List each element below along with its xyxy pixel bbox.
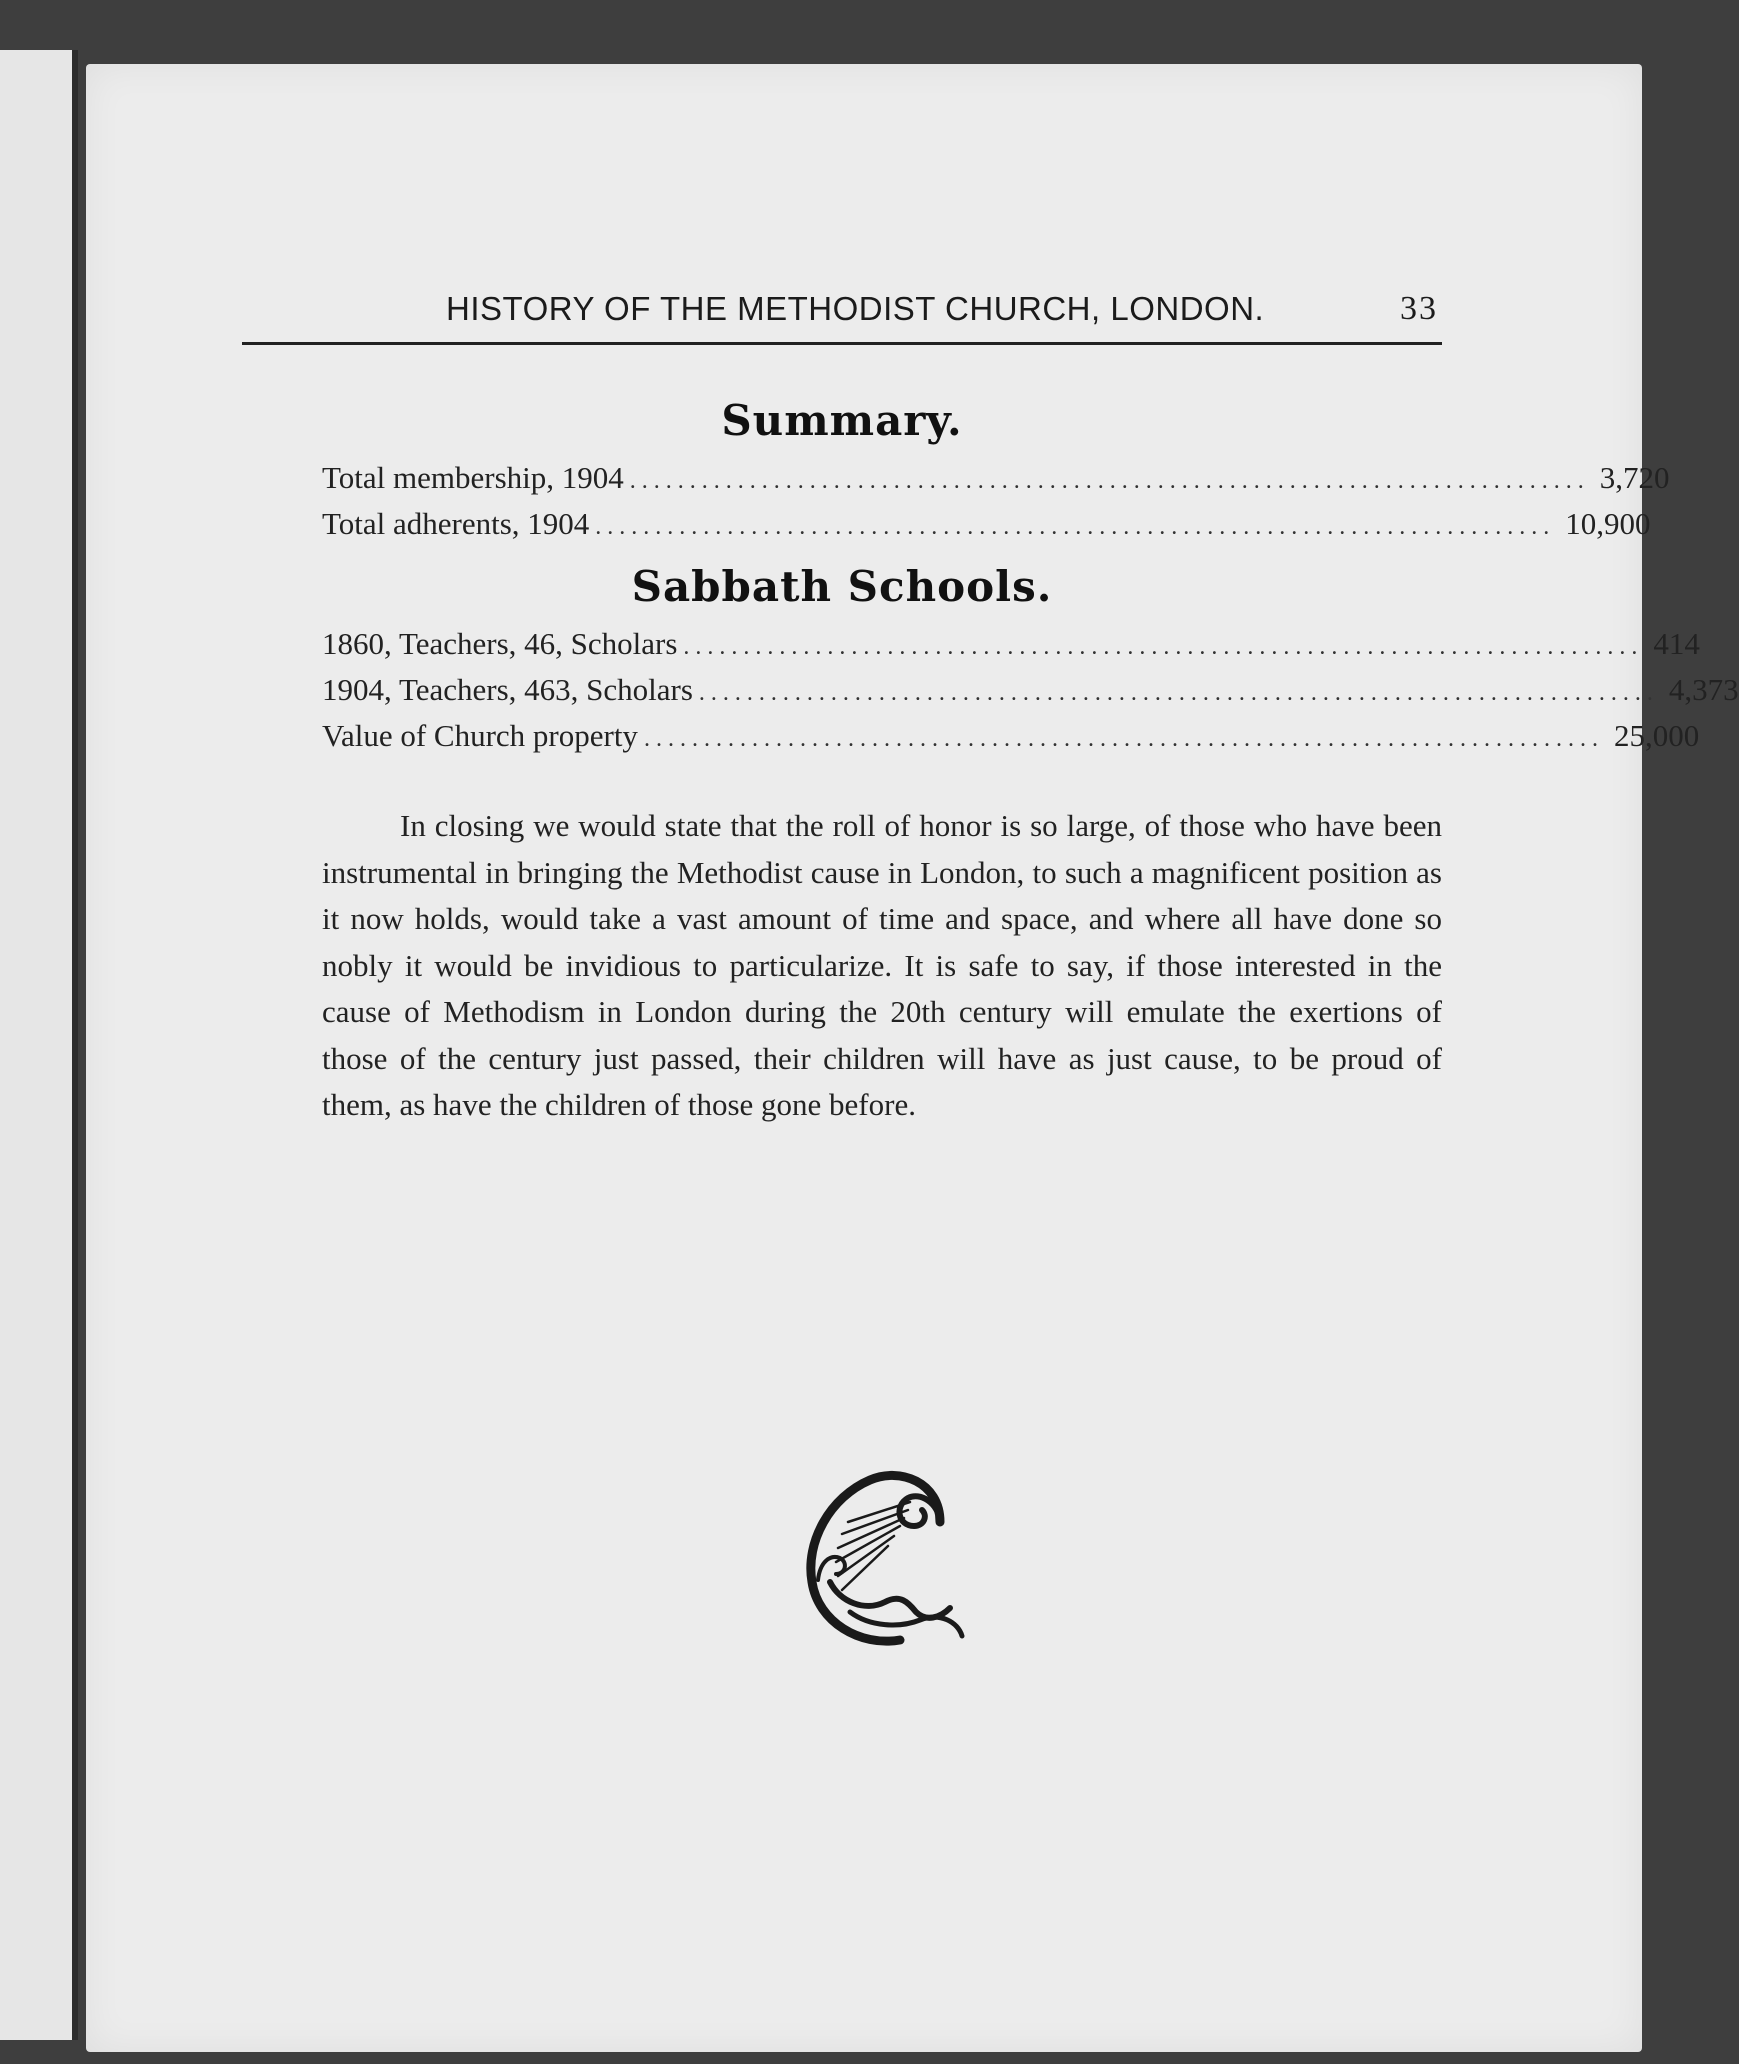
dot-leader: ................................................................................ [629,468,1590,494]
row-value: 10,900 [1565,506,1651,541]
row-value: 414 [1653,626,1700,661]
header-rule [242,342,1442,345]
schools-row-1904 [322,672,1739,716]
summary-row-membership [322,460,1670,504]
facing-page-edge [0,50,78,2040]
schools-row-1860 [322,626,1700,670]
summary-heading: Summary. [721,396,963,445]
running-title: HISTORY OF THE METHODIST CHURCH, LONDON. [446,290,1265,327]
row-label: Value of Church property [322,718,638,753]
row-label: Total adherents, 1904 [322,506,590,541]
dot-leader: ................................................................................ [683,634,1644,660]
page-header [242,232,1448,342]
wave-scroll-ornament-icon [790,1462,970,1652]
schools-row-property [322,718,1700,762]
row-label: 1904, Teachers, 463, Scholars [322,672,693,707]
row-value: 25,000 [1613,718,1700,753]
dot-leader: ................................................................................ [698,680,1659,706]
page-number: 33 [1400,290,1438,327]
row-label: 1860, Teachers, 46, Scholars [322,626,678,661]
row-value: 4,373 [1668,672,1739,707]
closing-paragraph: In closing we would state that the roll of honor is so large, of those who have been instrumental in bringing the Methodist cause in London, to such a magnificent position as it now holds, would take a vast amount of time and space, and where all have done so nobly it would be invidious to particularize. It is safe to say, if those interested in the cause of Methodism in London during the 20th century will emulate the exertions of those of the century just passed, their children will have as just cause, to be proud of them, as have the children of those gone before. [322,808,1442,1122]
dot-leader: ................................................................................ [595,514,1556,540]
summary-row-adherents [322,506,1651,550]
sabbath-schools-heading: Sabbath Schools. [631,562,1053,611]
row-label: Total membership, 1904 [322,460,624,495]
row-value: 3,720 [1599,460,1670,495]
dot-leader: ................................................................................ [643,726,1604,752]
